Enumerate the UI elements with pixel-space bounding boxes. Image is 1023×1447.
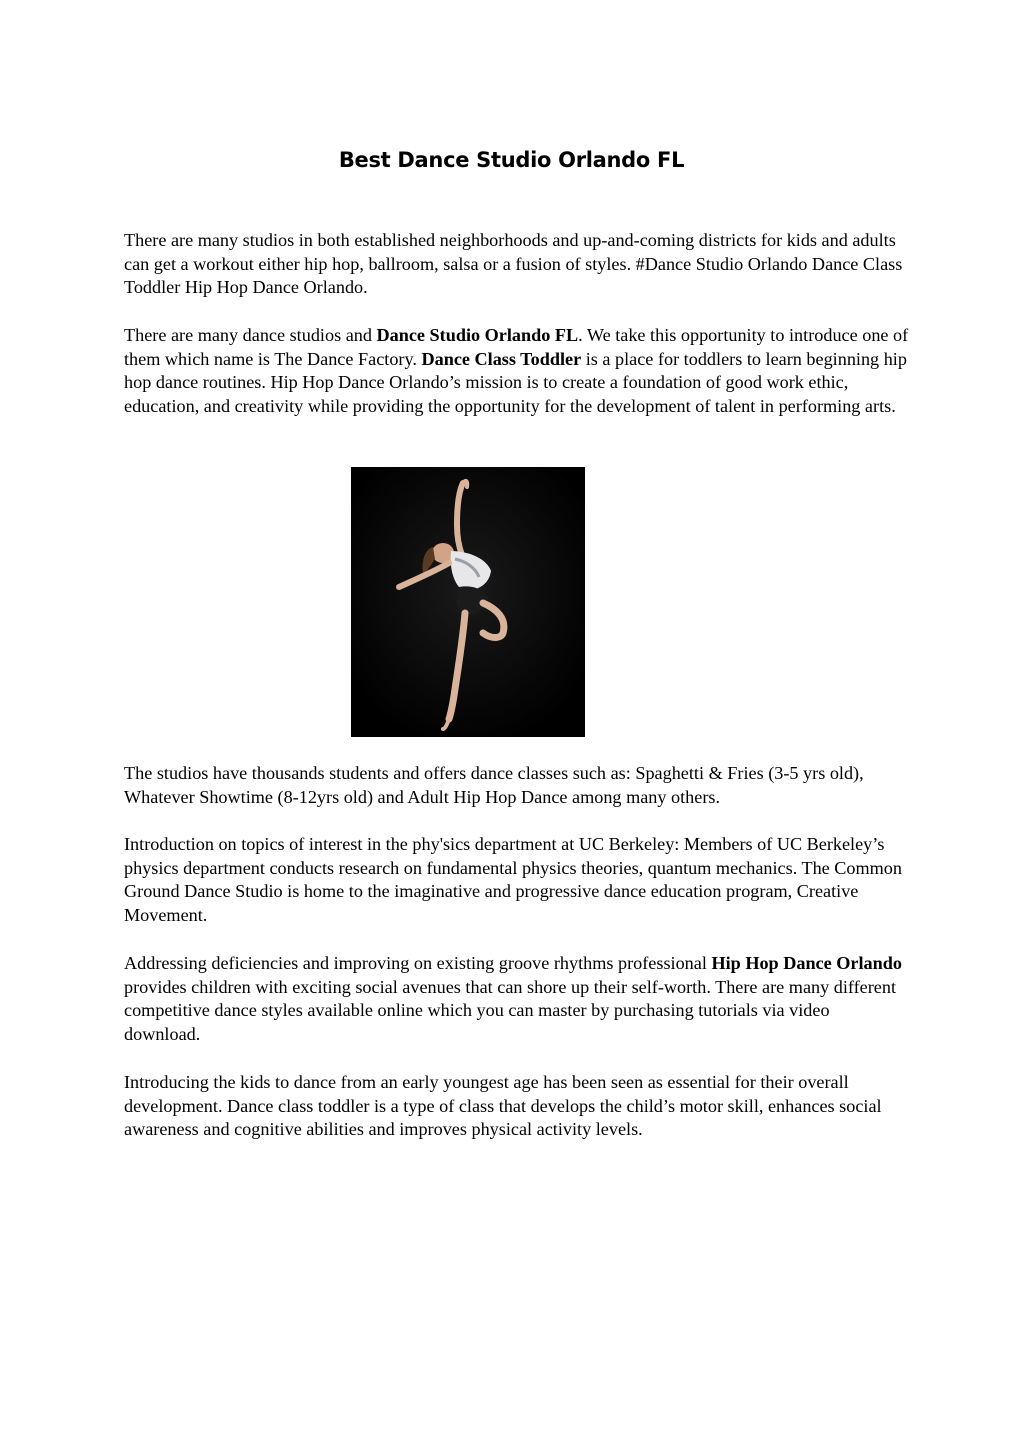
text-run: provides children with exciting social avenues that can shore up their self-worth. There are many different competitive dance styles available online which you can master by purchasing tutorials via video download. (124, 976, 897, 1045)
text-run: . We take this opportunity to introduce one of them which name is The Dance Factory. (124, 325, 909, 369)
dancer-illustration (351, 467, 585, 737)
paragraph-berkeley: Introduction on topics of interest in the phy'sics department at UC Berkeley: Members of UC Berkeley’s physics department conducts research on fundamental physics theories, quantum mechanics. The Common Ground Dance Studio is home to the imaginative and progressive dance education program, Creative Movement. (124, 834, 902, 926)
paragraph-dance-factory (124, 324, 909, 419)
paragraph-toddler: Introducing the kids to dance from an early youngest age has been seen as essential for their overall development. Dance class toddler is a type of class that develops the child’s motor skill, enhances social awareness and cognitive abilities and improves physical activity levels. (124, 1072, 882, 1140)
keyword-hip-hop-dance-orlando: Hip Hop Dance Orlando (711, 953, 902, 973)
text-run: Addressing deficiencies and improving on existing groove rhythms professional (124, 953, 712, 973)
keyword-dance-class-toddler: Dance Class Toddler (421, 348, 582, 369)
paragraph-hip-hop (124, 952, 909, 1047)
page-title: Best Dance Studio Orlando FL (338, 148, 685, 172)
dancer-photo (351, 467, 585, 737)
text-run: There are many dance studios and (124, 325, 377, 345)
keyword-dance-studio-orlando: Dance Studio Orlando FL (376, 325, 579, 345)
text-run: is a place for toddlers to learn beginning hip hop dance routines. Hip Hop Dance Orlando’s mission is to create a foundation of good work ethic, education, and creativity while providing the opportunity for the development of talent in performing arts. (124, 348, 907, 417)
paragraph-classes: The studios have thousands students and offers dance classes such as: Spaghetti & Fries (3-5 yrs old), Whatever Showtime (8-12yrs old) and Adult Hip Hop Dance among many others. (124, 763, 864, 807)
paragraph-intro: There are many studios in both established neighborhoods and up-and-coming districts for kids and adults can get a workout either hip hop, ballroom, salsa or a fusion of styles. #Dance Studio Orlando Dance Class Toddler Hip Hop Dance Orlando. (124, 230, 903, 298)
